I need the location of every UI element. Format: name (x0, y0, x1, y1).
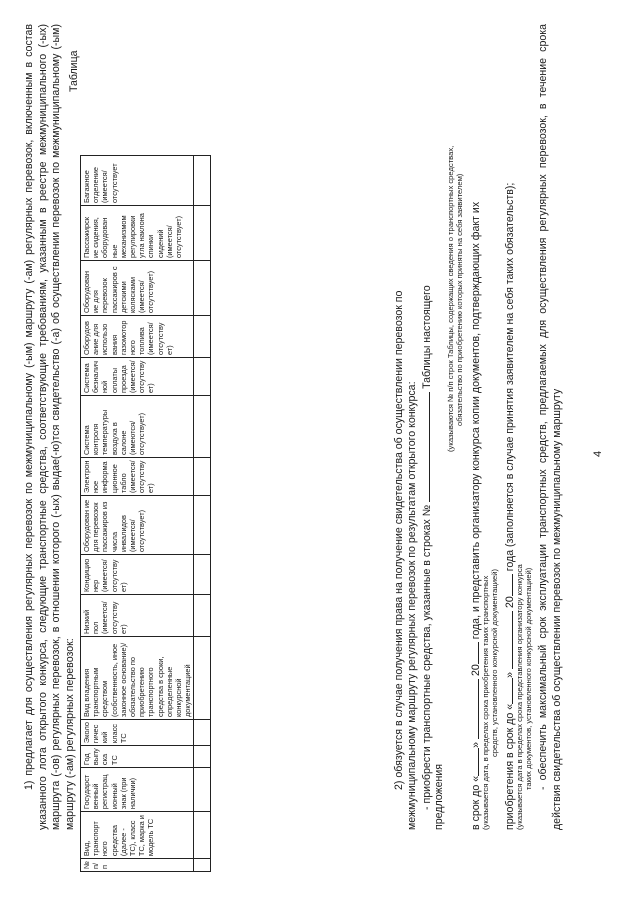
section-2-line-2: межмуниципальному маршруту регулярных перевозок по результатам открытого конкурса: (406, 381, 418, 830)
table-header-cell: Вид, транспорт ного средства (далее - ТС), класс ТС, марка и модель ТС (81, 812, 194, 859)
term-suffix: года, и представить организатору конкурса копии документов, подтверждающих факт их (470, 201, 482, 640)
table-cell (194, 496, 211, 555)
table-cell (194, 316, 211, 358)
acq-prefix: приобретения в срок до « (504, 703, 516, 830)
table-header-cell: Оборудован ие для перевозок пассажиров с детскими колясками (имеется/ отсутствует) (81, 261, 194, 316)
table-cell (194, 396, 211, 458)
table-header-cell: Государст венный регистрац ионный знак (при наличии) (81, 768, 194, 812)
table-header-cell: Эколо гичес кий класс ТС (81, 720, 194, 746)
table-cell (194, 156, 211, 206)
page-number: 4 (592, 450, 604, 457)
term-year-prefix: 20 (470, 664, 482, 677)
table-header-cell: Год выпу ска ТС (81, 746, 194, 768)
table-header-cell: Вид владения транспортным средством (собственность, иное законное основание)/ обязательство по приобретению транспортного средства в сроки, определенные конкурсной документацией (81, 637, 194, 720)
table-header-cell: Багажное отделение (имеется/ отсутствует (81, 156, 194, 206)
table-cell (194, 206, 211, 261)
rotated-content (20, 22, 620, 882)
table-header-cell: Низкий пол (имеется/ отсутству ет) (81, 595, 194, 637)
table-cell (194, 555, 211, 595)
acq-year-blank (502, 574, 513, 596)
paragraph-1-text: 1) предлагает для осуществления регулярных перевозок по межмуниципальному (-ым) маршруту (-ам) регулярных перевозок, включенным в состав указанного лота открытого конкурса, следующие транспортные средства, соответствующие требованиям, указанным в реестре межмуниципального (-ых) маршрута (-ов) регулярных перевозок, в отношении которого (-ых) выдае(-ю)тся свидетельство (-а) об осуществлении перевозок по межмуниципальному (-ым) маршруту (-ам) регулярных перевозок: (23, 24, 76, 830)
acq-day-blank (502, 678, 513, 704)
table-cell (194, 595, 211, 637)
last-paragraph-text: - обеспечить максимальный срок эксплуатации транспортных средств, предлагаемых для осуществления регулярных перевозок, в течение срока действия свидетельства об осуществлении перевозок по межмуниципальному маршруту (537, 24, 563, 830)
section-2-line-1: 2) обязуется в случае получения права на получение свидетельства об осуществлении перевозок по (393, 290, 405, 790)
table-caption: Таблица (68, 50, 80, 92)
table-header-cell: Система контроля температуры воздуха в салоне (имеются/ отсутствует) (81, 396, 194, 458)
acq-suffix: года (заполняется в случае принятия заявителем на себя таких обязательств); (504, 182, 516, 572)
term-quote: » (470, 741, 482, 748)
table-cell (194, 358, 211, 396)
table-header-row (81, 156, 194, 872)
table-header-cell: Кондицио нер (имеется/ отсутству ет) (81, 555, 194, 595)
note-term: (указывается дата, в пределах срока приобретения таких транспортных (481, 575, 490, 830)
note-acq: (указывается дата в пределах срока представления организатору конкурса (515, 564, 524, 830)
table-cell (194, 812, 211, 859)
acq-year-prefix: 20 (504, 596, 516, 609)
note-rows-2: обязательство по приобретению которых приняты на себя заявителем) (455, 173, 464, 426)
term-prefix: в срок до « (470, 775, 482, 830)
table-row (194, 156, 211, 872)
note-rows: (указываются № п/п строк Таблицы, содержащих сведения о транспортных средствах, (446, 145, 455, 452)
rows-number-blank (419, 392, 430, 502)
table-cell (194, 746, 211, 768)
section-2-line-3-text: - приобрести транспортные средства, указанные в строках № (421, 504, 433, 810)
table-header-cell: Электрон ное информа ционное табло (имеется/ отсутству ет) (81, 458, 194, 496)
term-year-blank (468, 642, 479, 664)
table-header-cell: Пассажирск ие сидения, оборудован ные механизмом регулировки угла наклона спинки сидений (имеется/ отсутствует) (81, 206, 194, 261)
table-header-cell: Система безналич ной оплаты проезда (имеется/ отсутству ет) (81, 358, 194, 396)
table-cell (194, 458, 211, 496)
section-2-line-4: предложения (433, 763, 445, 830)
paragraph-1 (23, 24, 77, 830)
table-cell (194, 637, 211, 720)
table-cell (194, 720, 211, 746)
vehicles-table (80, 155, 211, 872)
last-paragraph (537, 24, 564, 830)
term-month-blank (468, 679, 479, 739)
note-term-2: средств, установленного конкурсной документацией) (490, 569, 499, 757)
acq-quote: » (504, 671, 516, 678)
table-cell (194, 859, 211, 872)
note-acq-2: таких документов, установленного конкурсной документацией) (524, 567, 533, 790)
section-2-line-3-end: Таблицы настоящего (421, 285, 433, 389)
section-2-line-3 (419, 285, 434, 810)
term-day-blank (468, 748, 479, 776)
acq-month-blank (502, 611, 513, 669)
table-header-cell: Оборудован ие для перевозок пассажиров из числа инвалидов (имеется/ отсутствует) (81, 496, 194, 555)
table-cell (194, 261, 211, 316)
table-header-cell: № п/п (81, 859, 194, 872)
table-cell (194, 768, 211, 812)
table-header-cell: Оборудов ание для использо вания газомотор ного топлива (имеется/ отсутству ет) (81, 316, 194, 358)
